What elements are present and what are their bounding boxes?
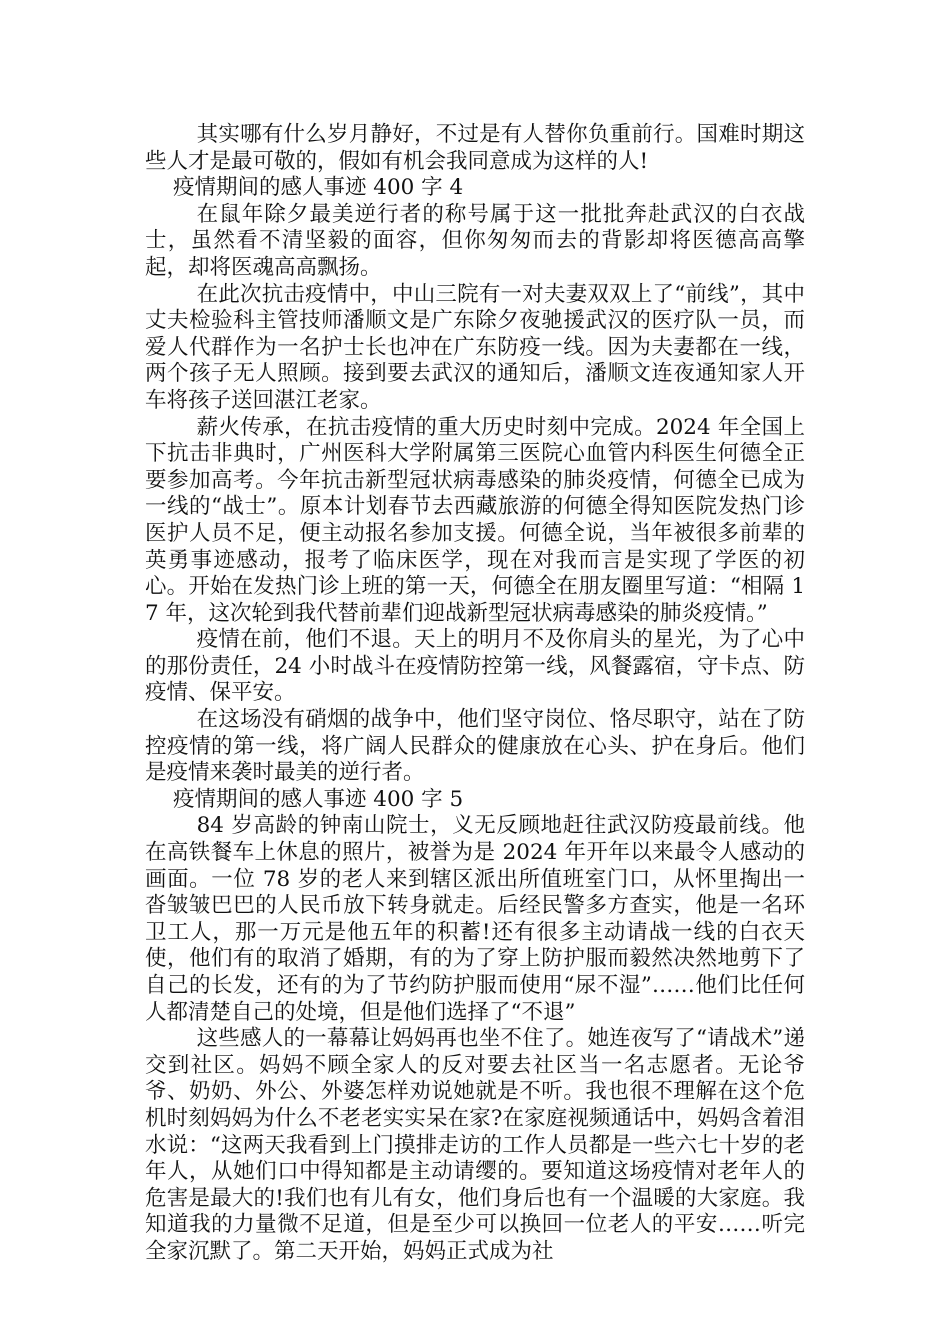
section-heading: 疫情期间的感人事迹 400 字 4 xyxy=(172,175,464,201)
section-heading: 疫情期间的感人事迹 400 字 5 xyxy=(172,786,464,812)
paragraph: 其实哪有什么岁月静好，不过是有人替你负重前行。国难时期这些人才是最可敬的，假如有机会我同意成为这样的人! xyxy=(145,122,805,174)
paragraph: 这些感人的一幕幕让妈妈再也坐不住了。她连夜写了“请战术”递交到社区。妈妈不顾全家人的反对要去社区当一名志愿者。无论爷爷、奶奶、外公、外婆怎样劝说她就是不听。我也很不理解在这个危机时刻妈妈为什么不老老实实呆在家?在家庭视频通话中，妈妈含着泪水说：“这两天我看到上门摸排走访的工作人员都是一些六七十岁的老年人，从她们口中得知都是主动请缨的。要知道这场疫情对老年人的危害是最大的!我们也有儿有女，他们身后也有一个温暖的大家庭。我知道我的力量微不足道，但是至少可以换回一位老人的平安……听完全家沉默了。第二天开始，妈妈正式成为社 xyxy=(145,1026,805,1264)
paragraph: 在这场没有硝烟的战争中，他们坚守岗位、恪尽职守，站在了防控疫情的第一线，将广阔人民群众的健康放在心头、护在身后。他们是疫情来袭时最美的逆行者。 xyxy=(145,707,805,786)
paragraph: 在鼠年除夕最美逆行者的称号属于这一批批奔赴武汉的白衣战士，虽然看不清坚毅的面容，但你匆匆而去的背影却将医德高高擎起，却将医魂高高飘扬。 xyxy=(145,201,805,280)
paragraph: 疫情在前，他们不退。天上的明月不及你肩头的星光，为了心中的那份责任，24 小时战斗在疫情防控第一线，风餐露宿，守卡点、防疫情、保平安。 xyxy=(145,627,805,706)
paragraph: 在此次抗击疫情中，中山三院有一对夫妻双双上了“前线”，其中丈夫检验科主管技师潘顺文是广东除夕夜驰援武汉的医疗队一员，而爱人代群作为一名护士长也冲在广东防疫一线。因为夫妻都在一线，两个孩子无人照顾。接到要去武汉的通知后，潘顺文连夜通知家人开车将孩子送回湛江老家。 xyxy=(145,281,805,413)
paragraph: 薪火传承，在抗击疫情的重大历史时刻中完成。2024 年全国上下抗击非典时，广州医科大学附属第三医院心血管内科医生何德全正要参加高考。今年抗击新型冠状病毒感染的肺炎疫情，何德全已成为一线的“战士”。原本计划春节去西藏旅游的何德全得知医院发热门诊医护人员不足，便主动报名参加支援。何德全说，当年被很多前辈的英勇事迹感动，报考了临床医学，现在对我而言是实现了学医的初心。开始在发热门诊上班的第一天，何德全在朋友圈里写道：“相隔 17 年，这次轮到我代替前辈们迎战新型冠状病毒感染的肺炎疫情。” xyxy=(145,414,805,626)
document-body xyxy=(145,122,805,1266)
paragraph: 84 岁高龄的钟南山院士，义无反顾地赶往武汉防疫最前线。他在高铁餐车上休息的照片，被誉为是 2024 年开年以来最令人感动的画面。一位 78 岁的老人来到辖区派出所值班室门口，从怀里掏出一沓皱皱巴巴的人民币放下转身就走。后经民警多方查实，他是一名环卫工人，那一万元是他五年的积蓄!还有很多主动请战一线的白衣天使，他们有的取消了婚期，有的为了穿上防护服而毅然决然地剪下了自己的长发，还有的为了节约防护服而使用“尿不湿”……他们比任何人都清楚自己的处境，但是他们选择了“不退” xyxy=(145,813,805,1025)
